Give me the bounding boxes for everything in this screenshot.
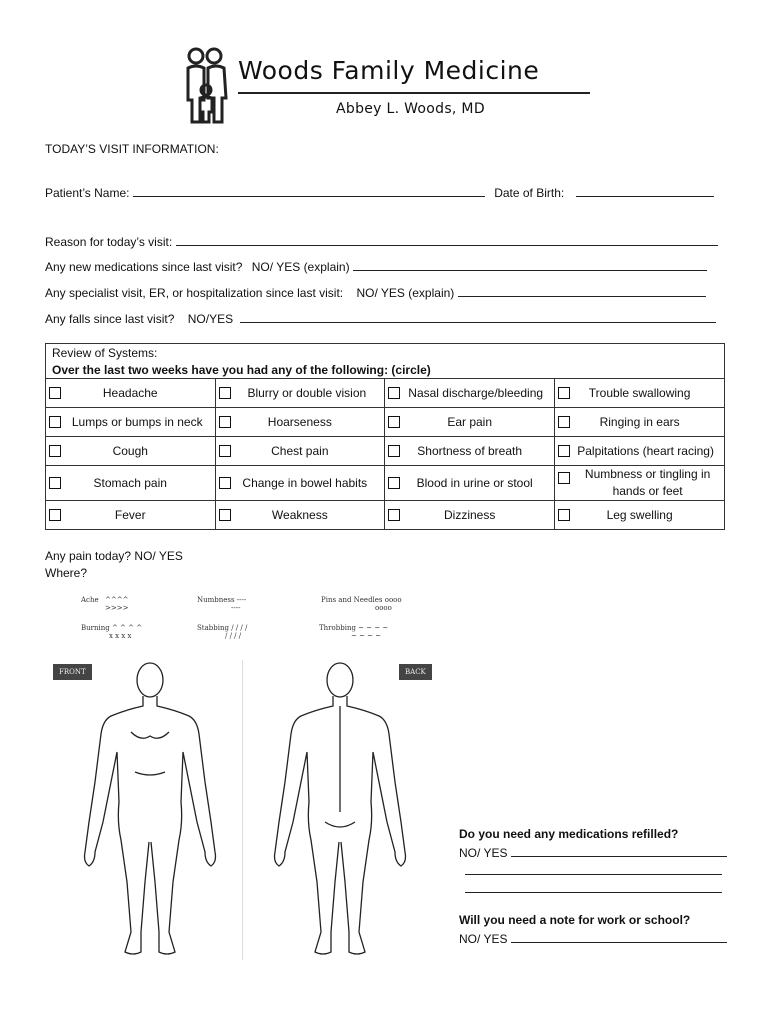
ros-cell[interactable] xyxy=(46,408,216,437)
legend-burning-symbol: x x x x xyxy=(109,632,132,640)
refill-extra-2 xyxy=(465,881,722,896)
checkbox[interactable] xyxy=(388,477,400,489)
ros-cell[interactable] xyxy=(385,466,555,501)
refill-field-2[interactable] xyxy=(465,863,722,875)
checkbox[interactable] xyxy=(558,387,570,399)
legend-throbbing-symbol: ~ ~ ~ ~ xyxy=(351,632,382,640)
note-row xyxy=(459,931,727,946)
checkbox[interactable] xyxy=(49,509,61,521)
checkbox[interactable] xyxy=(388,387,400,399)
symptom-label: Dizziness xyxy=(443,508,496,522)
symptom-label: Chest pain xyxy=(271,444,329,458)
dob-label: Date of Birth: xyxy=(494,186,565,200)
checkbox[interactable] xyxy=(558,445,570,457)
new-meds-field[interactable] xyxy=(353,259,707,271)
back-label: BACK xyxy=(399,664,432,680)
checkbox[interactable] xyxy=(388,509,400,521)
table-row xyxy=(46,437,725,466)
legend-throbbing: Throbbing ~ ~ ~ ~ xyxy=(319,624,389,632)
ros-cell[interactable] xyxy=(555,466,725,501)
symptom-label: Weakness xyxy=(271,508,328,522)
front-body-icon xyxy=(75,662,225,962)
patient-name-row xyxy=(45,185,714,200)
legend-ache-symbol-2: >>>> xyxy=(105,604,129,612)
legend-numbness: Numbness ---- xyxy=(197,596,247,604)
legend-numbness-symbol: ---- xyxy=(231,604,241,612)
refill-question: Do you need any medications refilled? xyxy=(459,827,679,841)
note-field[interactable] xyxy=(511,931,727,943)
symptom-label: Ear pain xyxy=(447,415,493,429)
ros-cell[interactable] xyxy=(215,501,385,530)
specialist-options[interactable]: NO/ YES (explain) xyxy=(356,286,455,300)
ros-cell[interactable] xyxy=(385,437,555,466)
legend-ache: Ache xyxy=(81,596,99,604)
symptom-label: Nasal discharge/bleeding xyxy=(408,386,544,400)
pain-where: Where? xyxy=(45,566,88,580)
new-meds-options[interactable]: NO/ YES (explain) xyxy=(251,260,350,274)
patient-name-label: Patient’s Name: xyxy=(45,186,130,200)
legend-stabbing-symbol: / / / / xyxy=(225,632,242,640)
diagram-divider xyxy=(242,660,243,960)
patient-name-field[interactable] xyxy=(133,185,485,197)
refill-field-3[interactable] xyxy=(465,881,722,893)
dob-field[interactable] xyxy=(576,185,714,197)
ros-cell[interactable] xyxy=(385,501,555,530)
falls-options[interactable]: NO/YES xyxy=(187,312,234,326)
table-row xyxy=(46,408,725,437)
reason-field[interactable] xyxy=(176,234,718,246)
checkbox[interactable] xyxy=(49,477,61,489)
symptom-label: Change in bowel habits xyxy=(242,476,368,490)
checkbox[interactable] xyxy=(49,416,61,428)
ros-cell[interactable] xyxy=(555,408,725,437)
specialist-field[interactable] xyxy=(458,285,706,297)
ros-cell[interactable] xyxy=(46,437,216,466)
falls-field[interactable] xyxy=(240,311,716,323)
symptom-label: Ringing in ears xyxy=(599,415,680,429)
practice-name: Woods Family Medicine xyxy=(238,56,540,85)
symptom-label: Headache xyxy=(102,386,158,400)
symptom-label: Numbness or tingling in hands or feet xyxy=(584,467,711,498)
legend-pins: Pins and Needles oooo xyxy=(321,596,402,604)
refill-options[interactable]: NO/ YES xyxy=(459,846,508,860)
checkbox[interactable] xyxy=(558,509,570,521)
reason-label: Reason for today’s visit: xyxy=(45,235,173,249)
table-row xyxy=(46,379,725,408)
family-logo-icon xyxy=(178,46,236,126)
symptom-label: Shortness of breath xyxy=(417,444,523,458)
symptom-label: Fever xyxy=(114,508,146,522)
legend-stabbing: Stabbing / / / / xyxy=(197,624,248,632)
symptom-label: Leg swelling xyxy=(606,508,673,522)
refill-field-1[interactable] xyxy=(511,845,727,857)
doctor-name: Abbey L. Woods, MD xyxy=(336,101,485,117)
checkbox[interactable] xyxy=(219,445,231,457)
body-diagram[interactable] xyxy=(45,590,445,970)
ros-cell[interactable] xyxy=(385,379,555,408)
back-body-icon xyxy=(265,662,415,962)
checkbox[interactable] xyxy=(49,387,61,399)
specialist-label: Any specialist visit, ER, or hospitalization since last visit: xyxy=(45,286,344,300)
ros-title: Review of Systems: xyxy=(46,344,725,363)
symptom-label: Stomach pain xyxy=(93,476,167,490)
refill-row xyxy=(459,845,727,860)
symptom-label: Palpitations (heart racing) xyxy=(577,444,714,458)
checkbox[interactable] xyxy=(388,416,400,428)
table-row xyxy=(46,501,725,530)
legend-ache-symbol: ^^^^ xyxy=(105,596,129,604)
falls-label: Any falls since last visit? xyxy=(45,312,175,326)
logo xyxy=(178,46,598,126)
symptom-label: Lumps or bumps in neck xyxy=(71,415,203,429)
pain-question[interactable]: Any pain today? NO/ YES xyxy=(45,549,183,563)
new-meds-row xyxy=(45,259,707,274)
ros-cell[interactable] xyxy=(555,379,725,408)
checkbox[interactable] xyxy=(49,445,61,457)
checkbox[interactable] xyxy=(219,387,231,399)
specialist-row xyxy=(45,285,706,300)
checkbox[interactable] xyxy=(558,472,570,484)
symptom-label: Blurry or double vision xyxy=(247,386,367,400)
refill-extra-1 xyxy=(465,863,722,878)
ros-cell[interactable] xyxy=(215,379,385,408)
legend-burning: Burning ^ ^ ^ ^ xyxy=(81,624,143,632)
review-of-systems-table xyxy=(45,343,725,530)
symptom-label: Cough xyxy=(112,444,148,458)
checkbox[interactable] xyxy=(219,477,231,489)
symptom-label: Blood in urine or stool xyxy=(416,476,533,490)
new-meds-label: Any new medications since last visit? xyxy=(45,260,243,274)
checkbox[interactable] xyxy=(558,416,570,428)
ros-cell[interactable] xyxy=(215,408,385,437)
checkbox[interactable] xyxy=(388,445,400,457)
falls-row xyxy=(45,311,716,326)
ros-instruction: Over the last two weeks have you had any of the following: (circle) xyxy=(46,362,725,379)
ros-cell[interactable] xyxy=(385,408,555,437)
logo-divider xyxy=(238,92,590,94)
symptom-label: Hoarseness xyxy=(267,415,332,429)
ros-cell[interactable] xyxy=(46,466,216,501)
symptom-label: Trouble swallowing xyxy=(588,386,691,400)
ros-cell[interactable] xyxy=(215,437,385,466)
legend-pins-symbol: oooo xyxy=(375,604,392,612)
ros-cell[interactable] xyxy=(555,437,725,466)
note-options[interactable]: NO/ YES xyxy=(459,932,508,946)
reason-row xyxy=(45,234,718,249)
checkbox[interactable] xyxy=(219,509,231,521)
table-row xyxy=(46,466,725,501)
ros-cell[interactable] xyxy=(46,379,216,408)
ros-cell[interactable] xyxy=(215,466,385,501)
ros-cell[interactable] xyxy=(46,501,216,530)
section-title: TODAY’S VISIT INFORMATION: xyxy=(45,142,219,156)
front-label: FRONT xyxy=(53,664,92,680)
note-question: Will you need a note for work or school? xyxy=(459,913,691,927)
ros-cell[interactable] xyxy=(555,501,725,530)
checkbox[interactable] xyxy=(219,416,231,428)
